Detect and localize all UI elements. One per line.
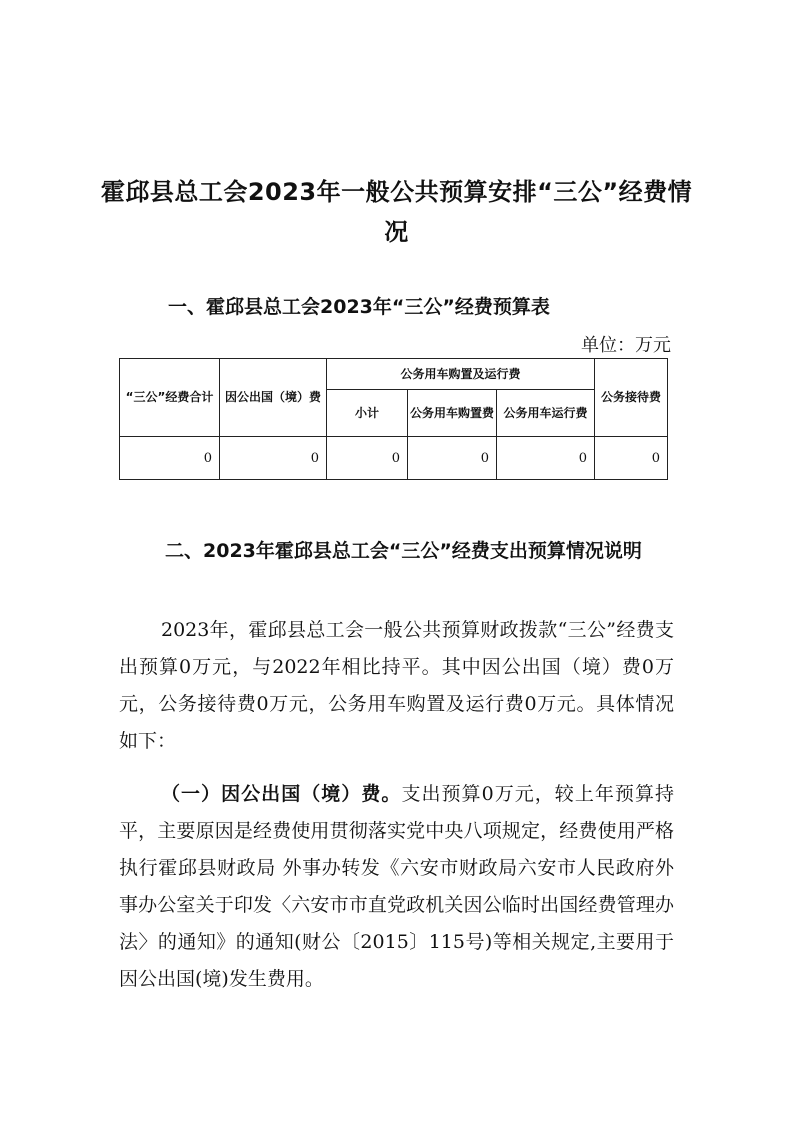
table-cell: 0	[220, 437, 327, 480]
col-header-vehicle-group: 公务用车购置及运行费	[327, 359, 595, 390]
paragraph-abroad-lead: （一）因公出国（境）费。	[161, 783, 402, 805]
paragraph-abroad	[119, 776, 674, 998]
table-cell: 0	[327, 437, 408, 480]
unit-label: 单位：万元	[581, 335, 671, 356]
col-header-abroad: 因公出国（境）费	[220, 359, 327, 437]
col-header-vehicle-operation: 公务用车运行费	[497, 390, 595, 437]
document-title: 霍邱县总工会2023年一般公共预算安排“三公”经费情况	[100, 178, 693, 246]
table-row	[120, 437, 668, 480]
col-header-total: “三公”经费合计	[120, 359, 220, 437]
col-header-reception: 公务接待费	[595, 359, 668, 437]
col-header-vehicle-purchase: 公务用车购置费	[408, 390, 497, 437]
paragraph-abroad-body: 支出预算0万元，较上年预算持平，主要原因是经费使用贯彻落实党中央八项规定，经费使用严格执行霍邱县财政局 外事办转发《六安市财政局六安市人民政府外事办公室关于印发〈六安市市直党政机关因公临时出国经费管理办法〉的通知》的通知(财公〔2015〕115号)等相关规定,主要用于因公出国(境)发生费用。	[119, 783, 674, 990]
paragraph-summary: 2023年，霍邱县总工会一般公共预算财政拨款“三公”经费支出预算0万元，与2022年相比持平。其中因公出国（境）费0万元，公务接待费0万元，公务用车购置及运行费0万元。具体情况如下：	[119, 619, 674, 752]
table-cell: 0	[120, 437, 220, 480]
col-header-vehicle-subtotal: 小计	[327, 390, 408, 437]
budget-table	[119, 358, 668, 480]
table-cell: 0	[595, 437, 668, 480]
section1-heading: 一、霍邱县总工会2023年“三公”经费预算表	[168, 296, 550, 318]
table-cell: 0	[408, 437, 497, 480]
section2-heading: 二、2023年霍邱县总工会“三公”经费支出预算情况说明	[165, 540, 642, 562]
table-cell: 0	[497, 437, 595, 480]
